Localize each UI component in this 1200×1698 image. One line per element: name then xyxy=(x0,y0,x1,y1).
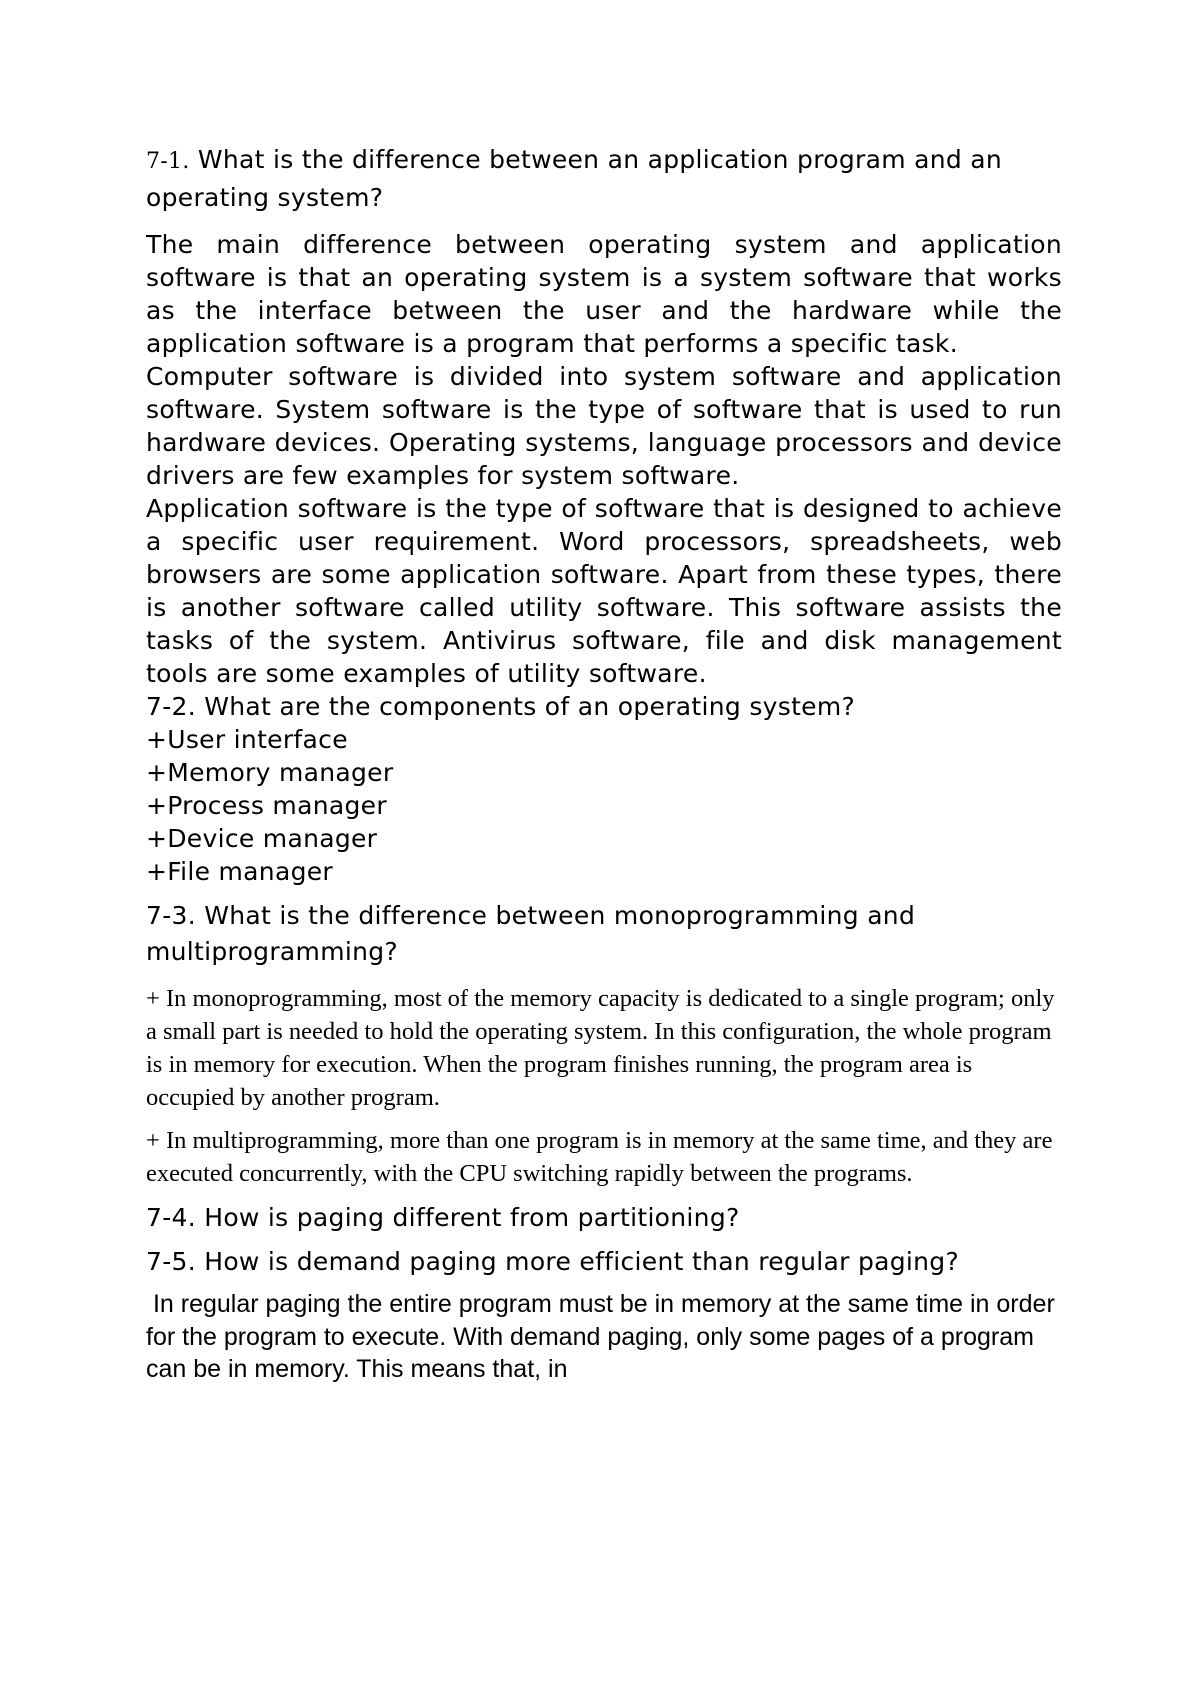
list-item: +User interface xyxy=(146,725,348,754)
question-text: What is the difference between an application program and an operating system? xyxy=(146,145,1003,212)
answer-paragraph: The main difference between operating system and application software is that an operating system is a system software that works as the interface between the user and the hardware while the application software is a program that performs a specific task. xyxy=(146,230,1062,358)
question-7-5: 7-5. How is demand paging more efficient than regular paging? xyxy=(146,1247,960,1276)
list-item: +File manager xyxy=(146,857,333,886)
answer-paragraph: + In monoprogramming, most of the memory capacity is dedicated to a single program; only a small part is needed to hold the operating system. In this configuration, the whole program is in memory for execution. When the program finishes running, the program area is occupied by another program. xyxy=(146,985,1055,1111)
list-item: +Device manager xyxy=(146,824,378,853)
document-page xyxy=(146,142,1062,1386)
answer-paragraph: Computer software is divided into system software and application software. System software is the type of software that is used to run hardware devices. Operating systems, language processors and device drivers are few examples for system software. xyxy=(146,362,1062,490)
question-7-2: 7-2. What are the components of an operating system? xyxy=(146,692,856,721)
answer-paragraph: Application software is the type of software that is designed to achieve a specific user requirement. Word processors, spreadsheets, web browsers are some application software. Apart from these types, there is another software called utility software. This software assists the tasks of the system. Antivirus software, file and disk management tools are some examples of utility software. xyxy=(146,494,1062,688)
question-7-4: 7-4. How is paging different from partitioning? xyxy=(146,1203,740,1232)
answer-paragraph: In regular paging the entire program must be in memory at the same time in order for the program to execute. With demand paging, only some pages of a program can be in memory. This means that, in xyxy=(146,1290,1055,1383)
answer-paragraph: + In multiprogramming, more than one program is in memory at the same time, and they are executed concurrently, with the CPU switching rapidly between the programs. xyxy=(146,1127,1053,1187)
list-item: +Process manager xyxy=(146,791,387,820)
question-number: 7-1. xyxy=(146,149,190,174)
list-item: +Memory manager xyxy=(146,758,394,787)
question-7-1 xyxy=(146,142,1062,216)
question-7-3: 7-3. What is the difference between monoprogramming and multiprogramming? xyxy=(146,901,916,966)
